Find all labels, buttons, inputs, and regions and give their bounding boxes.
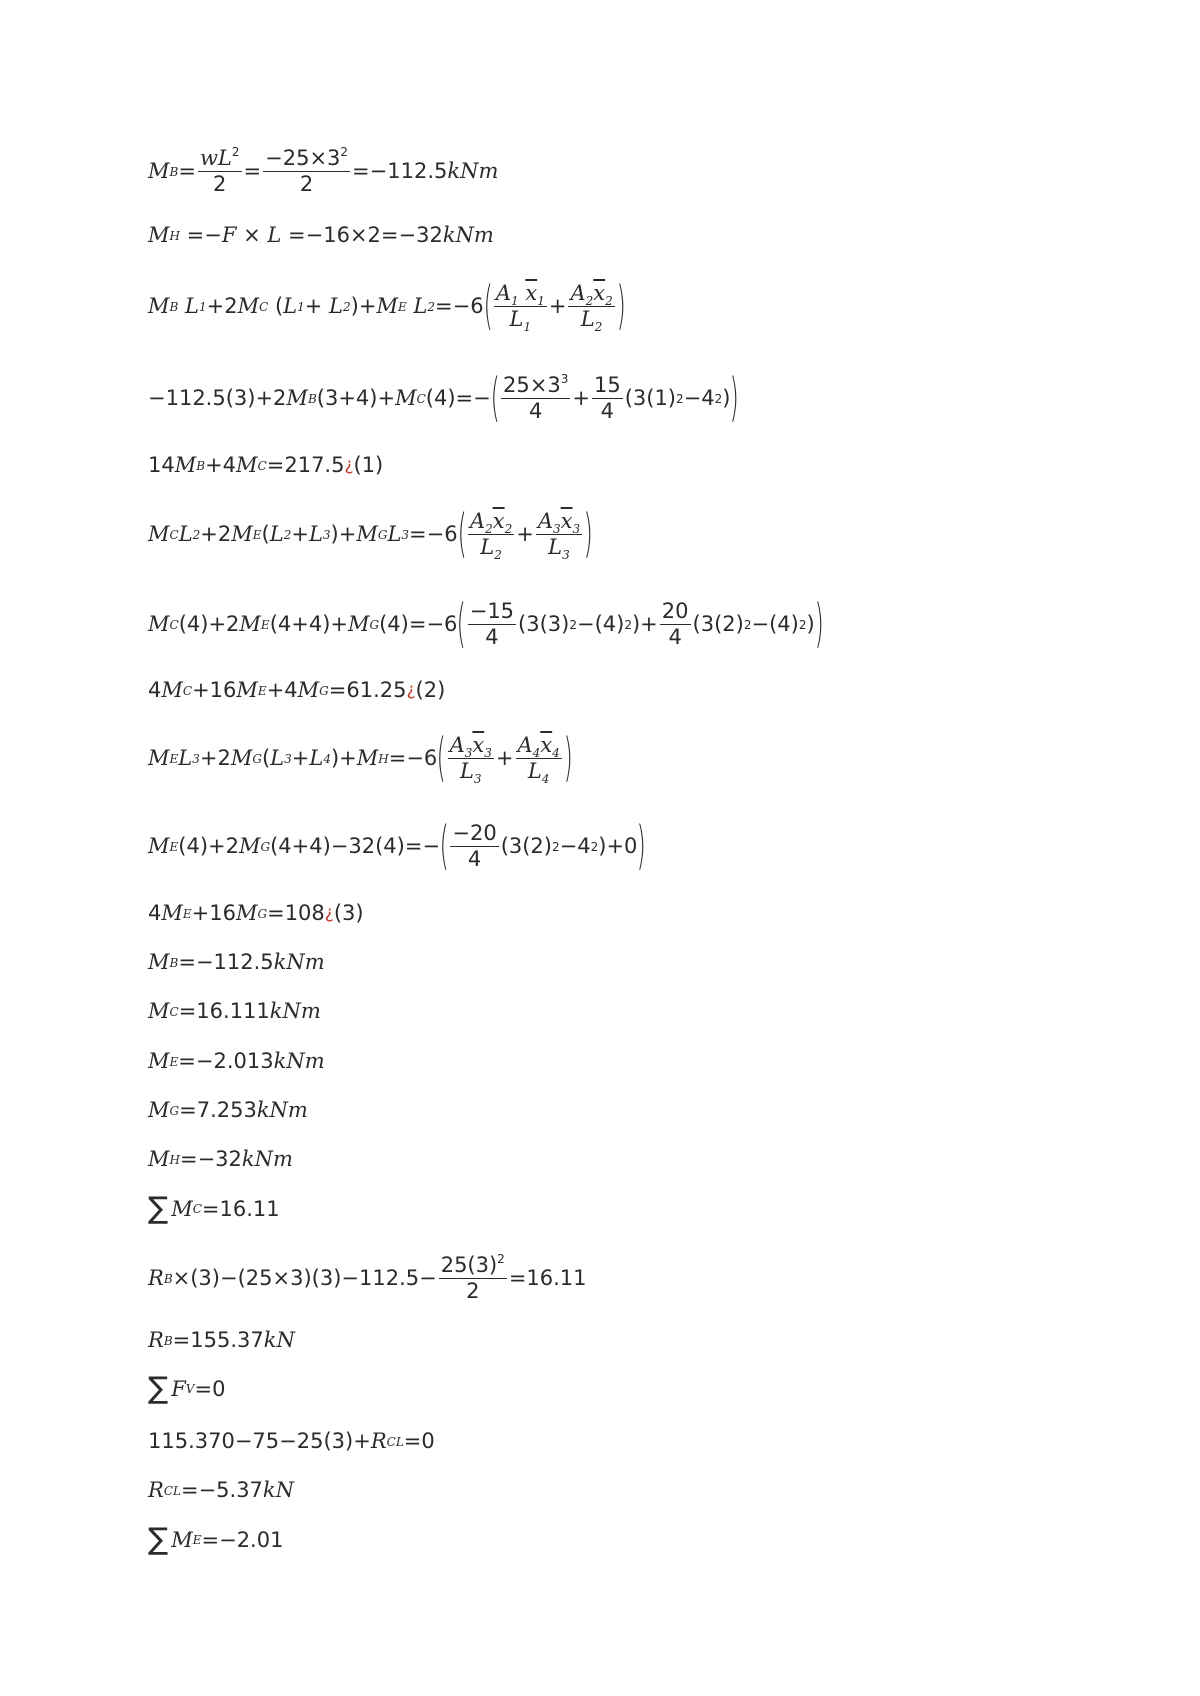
equation-substitution-3: M E (4)+2 M G (4+4)−32(4)=− ( −20 4 (3(2) 2 −4 2 )+0 ) bbox=[148, 816, 647, 877]
equation-substitution-1: −112.5(3)+2 M B (3+4)+ M C (4)=− ( $25\times 3^3$ 4 + 15 4 (3(1) 2 −4 2 ) ) bbox=[148, 368, 740, 429]
equation-result-3: 4 M E +16 M G =108 ¿ (3) bbox=[148, 901, 364, 925]
equation-three-moment-2: M C L 2 +2 M E ( L 2 + L 3 )+ M G L 3 =−6 ( $A_2\overline{x}_2$ $L_2$ + $A_3\overline{x}_3$ $L_3$ ) bbox=[148, 504, 593, 565]
result-moment-h: M H =−32 kNm bbox=[148, 1147, 293, 1171]
equation-sum-moment-c: ∑ M C =16.11 bbox=[148, 1191, 280, 1226]
equation-reaction-b: R B ×(3)−(25×3)(3)−112.5− $25(3)^2$ 2 =16.11 bbox=[148, 1252, 587, 1303]
equation-result-2: 4 M C +16 M E +4 M G =61.25 ¿ (2) bbox=[148, 678, 446, 702]
equation-sum-forces: ∑ F V =0 bbox=[148, 1371, 226, 1406]
equation-moment-b: M B = $wL^2$ 2 = $-25\times 3^2$ 2 =−112.5 kNm bbox=[148, 145, 499, 196]
equation-moment-h: M H =− F × L =−16×2=−32 kNm bbox=[148, 223, 494, 247]
equation-sum-moment-e: ∑ M E =−2.01 bbox=[148, 1522, 284, 1557]
equation-force-balance: 115.370−75−25(3)+ R CL =0 bbox=[148, 1429, 435, 1453]
equation-three-moment-1: M B L 1 +2 M C ( L 1 + L 2 )+ M E L 2 =−6 ( $A_1$ $\overline{x}_1$ $L_1$ + $A_2\overline{x}_2$ $L_2$ ) bbox=[148, 276, 626, 337]
result-moment-e: M E =−2.013 kNm bbox=[148, 1049, 325, 1073]
result-moment-b: M B =−112.5 kNm bbox=[148, 950, 325, 974]
result-reaction-b: R B =155.37 kN bbox=[148, 1328, 295, 1352]
equation-substitution-2: M C (4)+2 M E (4+4)+ M G (4)=−6 ( −15 4 (3(3) 2 −(4) 2 )+ 20 4 (3(2) 2 −(4) 2 ) ) bbox=[148, 594, 824, 655]
result-moment-g: M G =7.253 kNm bbox=[148, 1098, 308, 1122]
equation-result-1: 14 M B +4 M C =217.5 ¿ (1) bbox=[148, 453, 384, 477]
result-moment-c: M C =16.111 kNm bbox=[148, 999, 321, 1023]
equation-three-moment-3: M E L 3 +2 M G ( L 3 + L 4 )+ M H =−6 ( $A_3\overline{x}_3$ $L_3$ + $A_4\overline{x}_4$ $L_4$ ) bbox=[148, 728, 573, 789]
result-reaction-cl: R CL =−5.37 kN bbox=[148, 1478, 295, 1502]
